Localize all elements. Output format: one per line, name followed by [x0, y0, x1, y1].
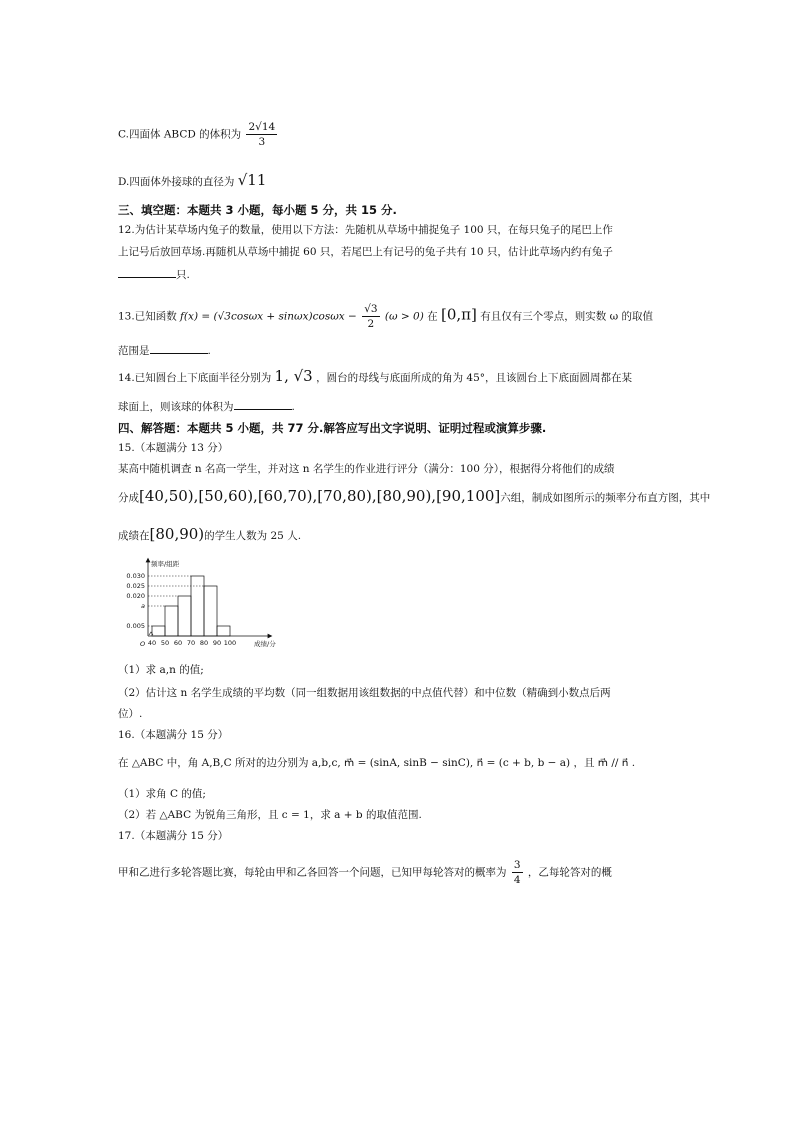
- q14-end: .: [291, 401, 295, 413]
- section-4-title: 四、解答题：本题共 5 小题，共 77 分.解答应写出文字说明、证明过程或演算步骤.: [118, 421, 547, 435]
- q16-part1: （1）求角 C 的值;: [118, 788, 206, 800]
- q13-end: .: [207, 345, 211, 357]
- option-d: [118, 172, 266, 190]
- q15-part2b: 位）.: [118, 708, 143, 720]
- x-axis-label: 成绩/分: [254, 640, 276, 648]
- x-tick-label: 80: [199, 639, 209, 647]
- q14-l2: 球面上，则该球的体积为: [118, 401, 234, 413]
- q15-l3b: 的学生人数为 25 人.: [204, 530, 302, 542]
- histogram-bar: [152, 626, 165, 636]
- q15-l3a: 成绩在: [118, 530, 150, 542]
- y-tick-label: a: [141, 602, 145, 610]
- q16-line1: 在 △ABC 中，角 A,B,C 所对的边分别为 a,b,c, m⃗ = (sinA, sinB − sinC), n⃗ = (c + b, b − a) ，且 m⃗ // n⃗ .: [118, 757, 636, 769]
- y-tick-label: 0.020: [126, 592, 145, 600]
- q16-head: 16.（本题满分 15 分）: [118, 729, 229, 741]
- q14-line2: [118, 398, 295, 415]
- option-d-value: √11: [237, 171, 267, 189]
- q15-line2: [118, 488, 710, 506]
- q15-l3int: [80,90): [149, 525, 205, 543]
- q15-part2: （2）估计这 n 名学生成绩的平均数（同一组数据用该组数据的中点值代替）和中位数（精确到小数点后两: [118, 687, 611, 699]
- q15-line1: 某高中随机调查 n 名高一学生，并对这 n 名学生的作业进行评分（满分：100 分），根据得分将他们的成绩: [118, 463, 615, 475]
- section-3-title: 三、填空题：本题共 3 小题，每小题 5 分，共 15 分.: [118, 203, 397, 217]
- frac-den: 3: [258, 136, 266, 148]
- q13-func: f(x) = (√3cosωx + sinωx)cosωx −: [180, 310, 357, 323]
- frac-den: 2: [367, 318, 375, 330]
- q13-fraction: [362, 302, 379, 331]
- histogram-bar: [204, 586, 217, 636]
- q13-line2: [118, 342, 211, 359]
- q12-end: 只.: [176, 269, 190, 281]
- option-c-text: C.四面体 ABCD 的体积为: [118, 128, 242, 141]
- answer-blank: [150, 342, 208, 354]
- q15-groups: [40,50),[50,60),[60,70),[70,80),[80,90),[90,100]: [139, 487, 501, 505]
- q14-l1a: 14.已知圆台上下底面半径分别为: [118, 372, 272, 384]
- histogram-bar: [217, 626, 230, 636]
- q15-l2b: 六组，制成如图所示的频率分布直方图，其中: [500, 492, 711, 504]
- q14-radii: 1, √3: [274, 367, 313, 385]
- q15-part1: （1）求 a,n 的值;: [118, 664, 204, 676]
- q13-interval: [0,π]: [441, 305, 477, 324]
- q16-part2: （2）若 △ABC 为锐角三角形，且 c = 1，求 a + b 的取值范围.: [118, 809, 422, 821]
- q12-line3: [118, 266, 190, 283]
- x-tick-label: 90: [212, 639, 222, 647]
- frac-den: 4: [513, 874, 521, 886]
- q14-l1b: ，圆台的母线与底面所成的角为 45°，且该圆台上下底面圆周都在某: [316, 372, 633, 384]
- histogram-bar: [178, 596, 191, 636]
- q12-line1: 12.为估计某草场内兔子的数量，使用以下方法：先随机从草场中捕捉兔子 100 只，在每只兔子的尾巴上作: [118, 224, 613, 236]
- q13-tail: 有且仅有三个零点，则实数 ω 的取值: [480, 310, 653, 323]
- x-tick-label: 50: [160, 639, 170, 647]
- axis-break: [149, 632, 153, 635]
- answer-blank: [118, 266, 176, 278]
- option-d-text: D.四面体外接球的直径为: [118, 176, 235, 188]
- histogram-bar: [191, 576, 204, 636]
- y-tick-label: 0.030: [126, 572, 145, 580]
- q13-l2: 范围是: [118, 345, 150, 357]
- q13-cond: (ω > 0): [384, 310, 424, 323]
- option-c-fraction: [246, 120, 277, 149]
- q17-fraction: [512, 858, 523, 887]
- q12-line2: 上记号后放回草场.再随机从草场中捕捉 60 只，若尾巴上有记号的兔子共有 10 只，估计此草场内约有兔子: [118, 246, 613, 258]
- q15-l2a: 分成: [118, 492, 139, 504]
- y-tick-label: 0.005: [126, 622, 145, 630]
- histogram-bar: [165, 606, 178, 636]
- x-tick-label: 60: [173, 639, 183, 647]
- x-tick-label: 40: [147, 639, 157, 647]
- q17-l1a: 甲和乙进行多轮答题比赛，每轮由甲和乙各回答一个问题，已知甲每轮答对的概率为: [118, 866, 507, 879]
- q13-mid: 在: [427, 310, 438, 323]
- y-tick-label: 0.025: [126, 582, 145, 590]
- q13-line1: [118, 302, 653, 331]
- origin-label: O: [140, 640, 146, 648]
- frequency-histogram: [112, 556, 292, 656]
- q13-lead: 13.已知函数: [118, 310, 177, 323]
- answer-blank: [234, 398, 292, 410]
- y-axis-label: 频率/组距: [151, 560, 180, 568]
- q17-head: 17.（本题满分 15 分）: [118, 830, 229, 842]
- x-tick-label: 70: [186, 639, 196, 647]
- frac-num: 3: [513, 859, 521, 871]
- frac-num: 2√14: [248, 121, 276, 133]
- q14-line1: [118, 368, 632, 386]
- q15-head: 15.（本题满分 13 分）: [118, 442, 229, 454]
- frac-num: √3: [364, 303, 378, 315]
- x-tick-label: 100: [223, 639, 237, 647]
- option-c: [118, 120, 279, 149]
- q17-l1b: ，乙每轮答对的概: [527, 866, 612, 879]
- q15-line3: [118, 526, 301, 544]
- q17-line1: [118, 858, 612, 887]
